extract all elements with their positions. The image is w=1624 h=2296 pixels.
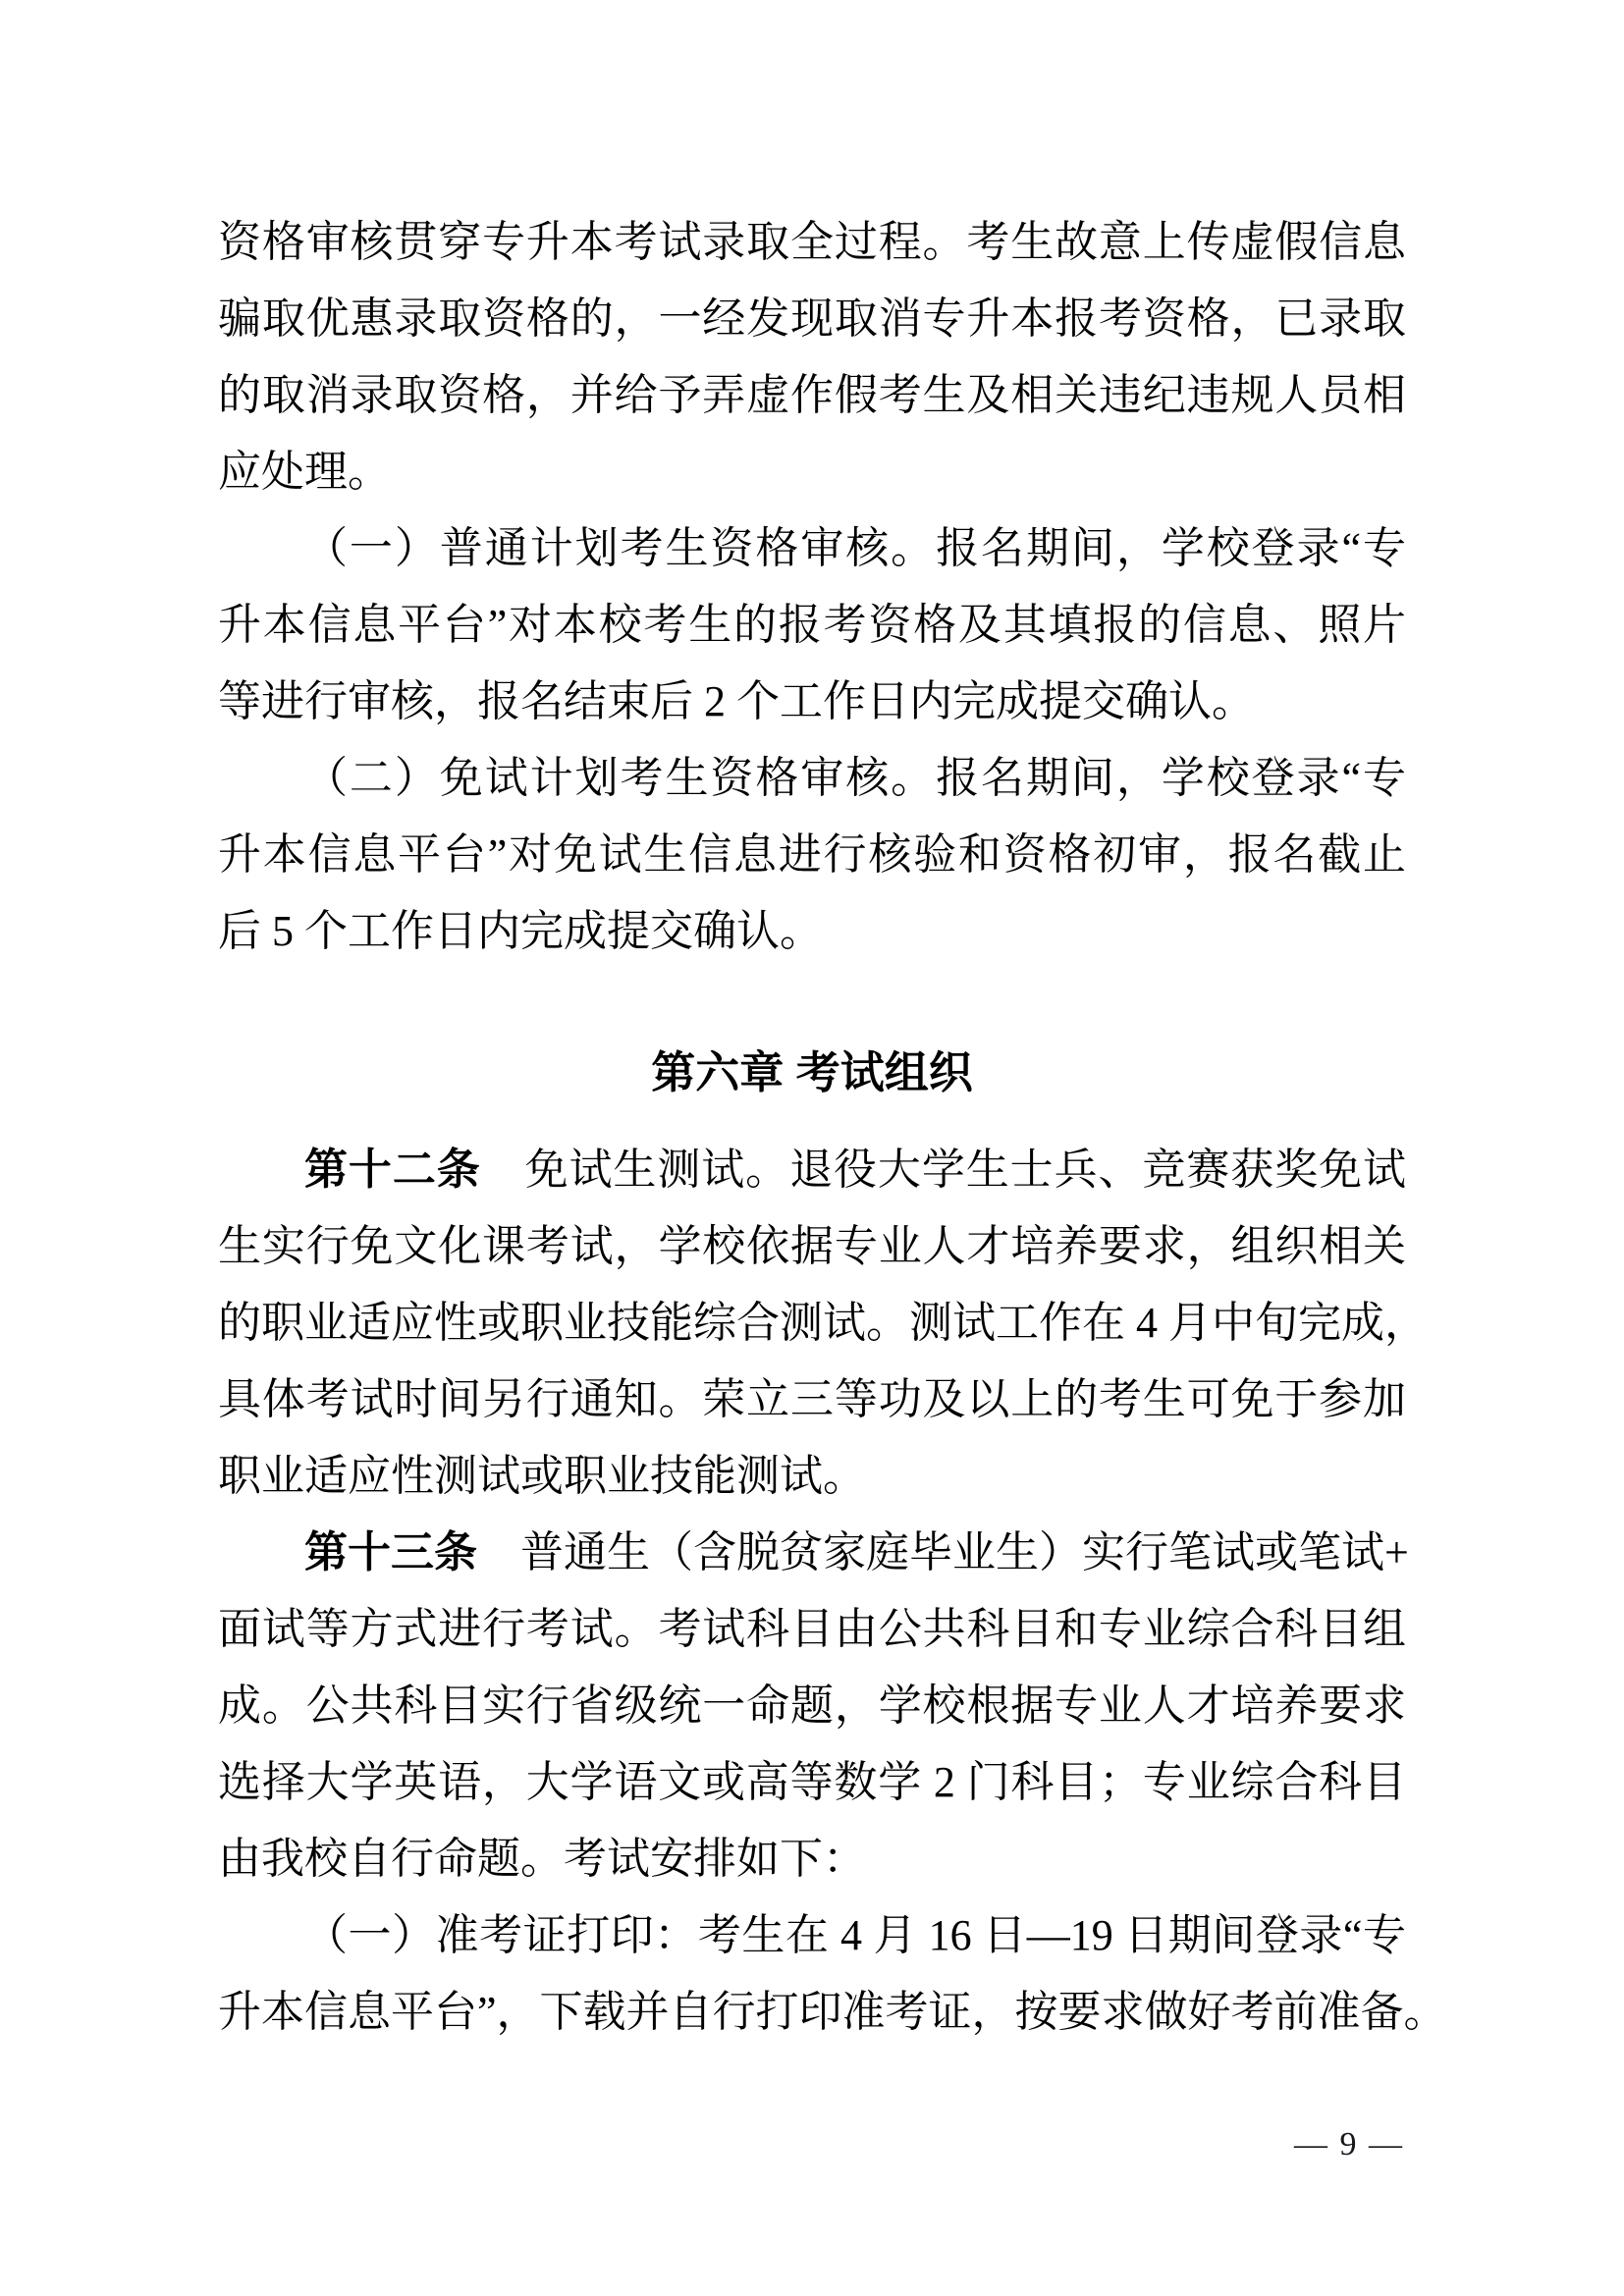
page-number: — 9 — xyxy=(1294,2126,1404,2163)
text-line: 升本信息平台”对免试生信息进行核验和资格初审，报名截止 xyxy=(218,830,1406,879)
text-line: 由我校自行命题。考试安排如下： xyxy=(218,1835,866,1883)
text-line: （二）免试计划考生资格审核。报名期间，学校登录“专 xyxy=(304,754,1406,802)
text-line: 资格审核贯穿专升本考试录取全过程。考生故意上传虚假信息 xyxy=(218,218,1406,266)
chapter-heading: 第六章 考试组织 xyxy=(651,1047,973,1097)
text-line: 成。公共科目实行省级统一命题，学校根据专业人才培养要求 xyxy=(218,1682,1406,1730)
article-text: 普通生（含脱贫家庭毕业生）实行笔试或笔试+ xyxy=(477,1528,1409,1576)
text-line: （一）准考证打印：考生在 4 月 16 日—19 日期间登录“专 xyxy=(304,1911,1406,1959)
text-line: 面试等方式进行考试。考试科目由公共科目和专业综合科目组 xyxy=(218,1605,1406,1653)
text-line: （一）普通计划考生资格审核。报名期间，学校登录“专 xyxy=(304,524,1406,572)
text-line: 升本信息平台”对本校考生的报考资格及其填报的信息、照片 xyxy=(218,601,1406,649)
text-line: 职业适应性测试或职业技能测试。 xyxy=(218,1452,866,1500)
text-line: 等进行审核，报名结束后 2 个工作日内完成提交确认。 xyxy=(218,677,1255,725)
article-text: 免试生测试。退役大学生士兵、竞赛获奖免试 xyxy=(480,1146,1407,1194)
text-line: 选择大学英语，大学语文或高等数学 2 门科目；专业综合科目 xyxy=(218,1758,1406,1806)
text-line xyxy=(218,1132,1406,1208)
article-number: 第十二条 xyxy=(304,1146,481,1194)
text-line: 具体考试时间另行通知。荣立三等功及以上的考生可免于参加 xyxy=(218,1375,1406,1423)
text-line: 骗取优惠录取资格的，一经发现取消专升本报考资格，已录取 xyxy=(218,294,1406,343)
document-body xyxy=(218,204,1447,2051)
text-line: 升本信息平台”，下载并自行打印准考证，按要求做好考前准备。 xyxy=(218,1988,1447,2036)
text-line xyxy=(218,1515,1409,1591)
text-line: 生实行免文化课考试，学校依据专业人才培养要求，组织相关 xyxy=(218,1222,1406,1270)
article-number: 第十三条 xyxy=(304,1528,477,1576)
text-line: 应处理。 xyxy=(218,448,391,496)
text-line: 的职业适应性或职业技能综合测试。测试工作在 4 月中旬完成， xyxy=(218,1299,1428,1347)
text-line: 的取消录取资格，并给予弄虚作假考生及相关违纪违规人员相 xyxy=(218,371,1406,419)
text-line: 后 5 个工作日内完成提交确认。 xyxy=(218,907,823,955)
